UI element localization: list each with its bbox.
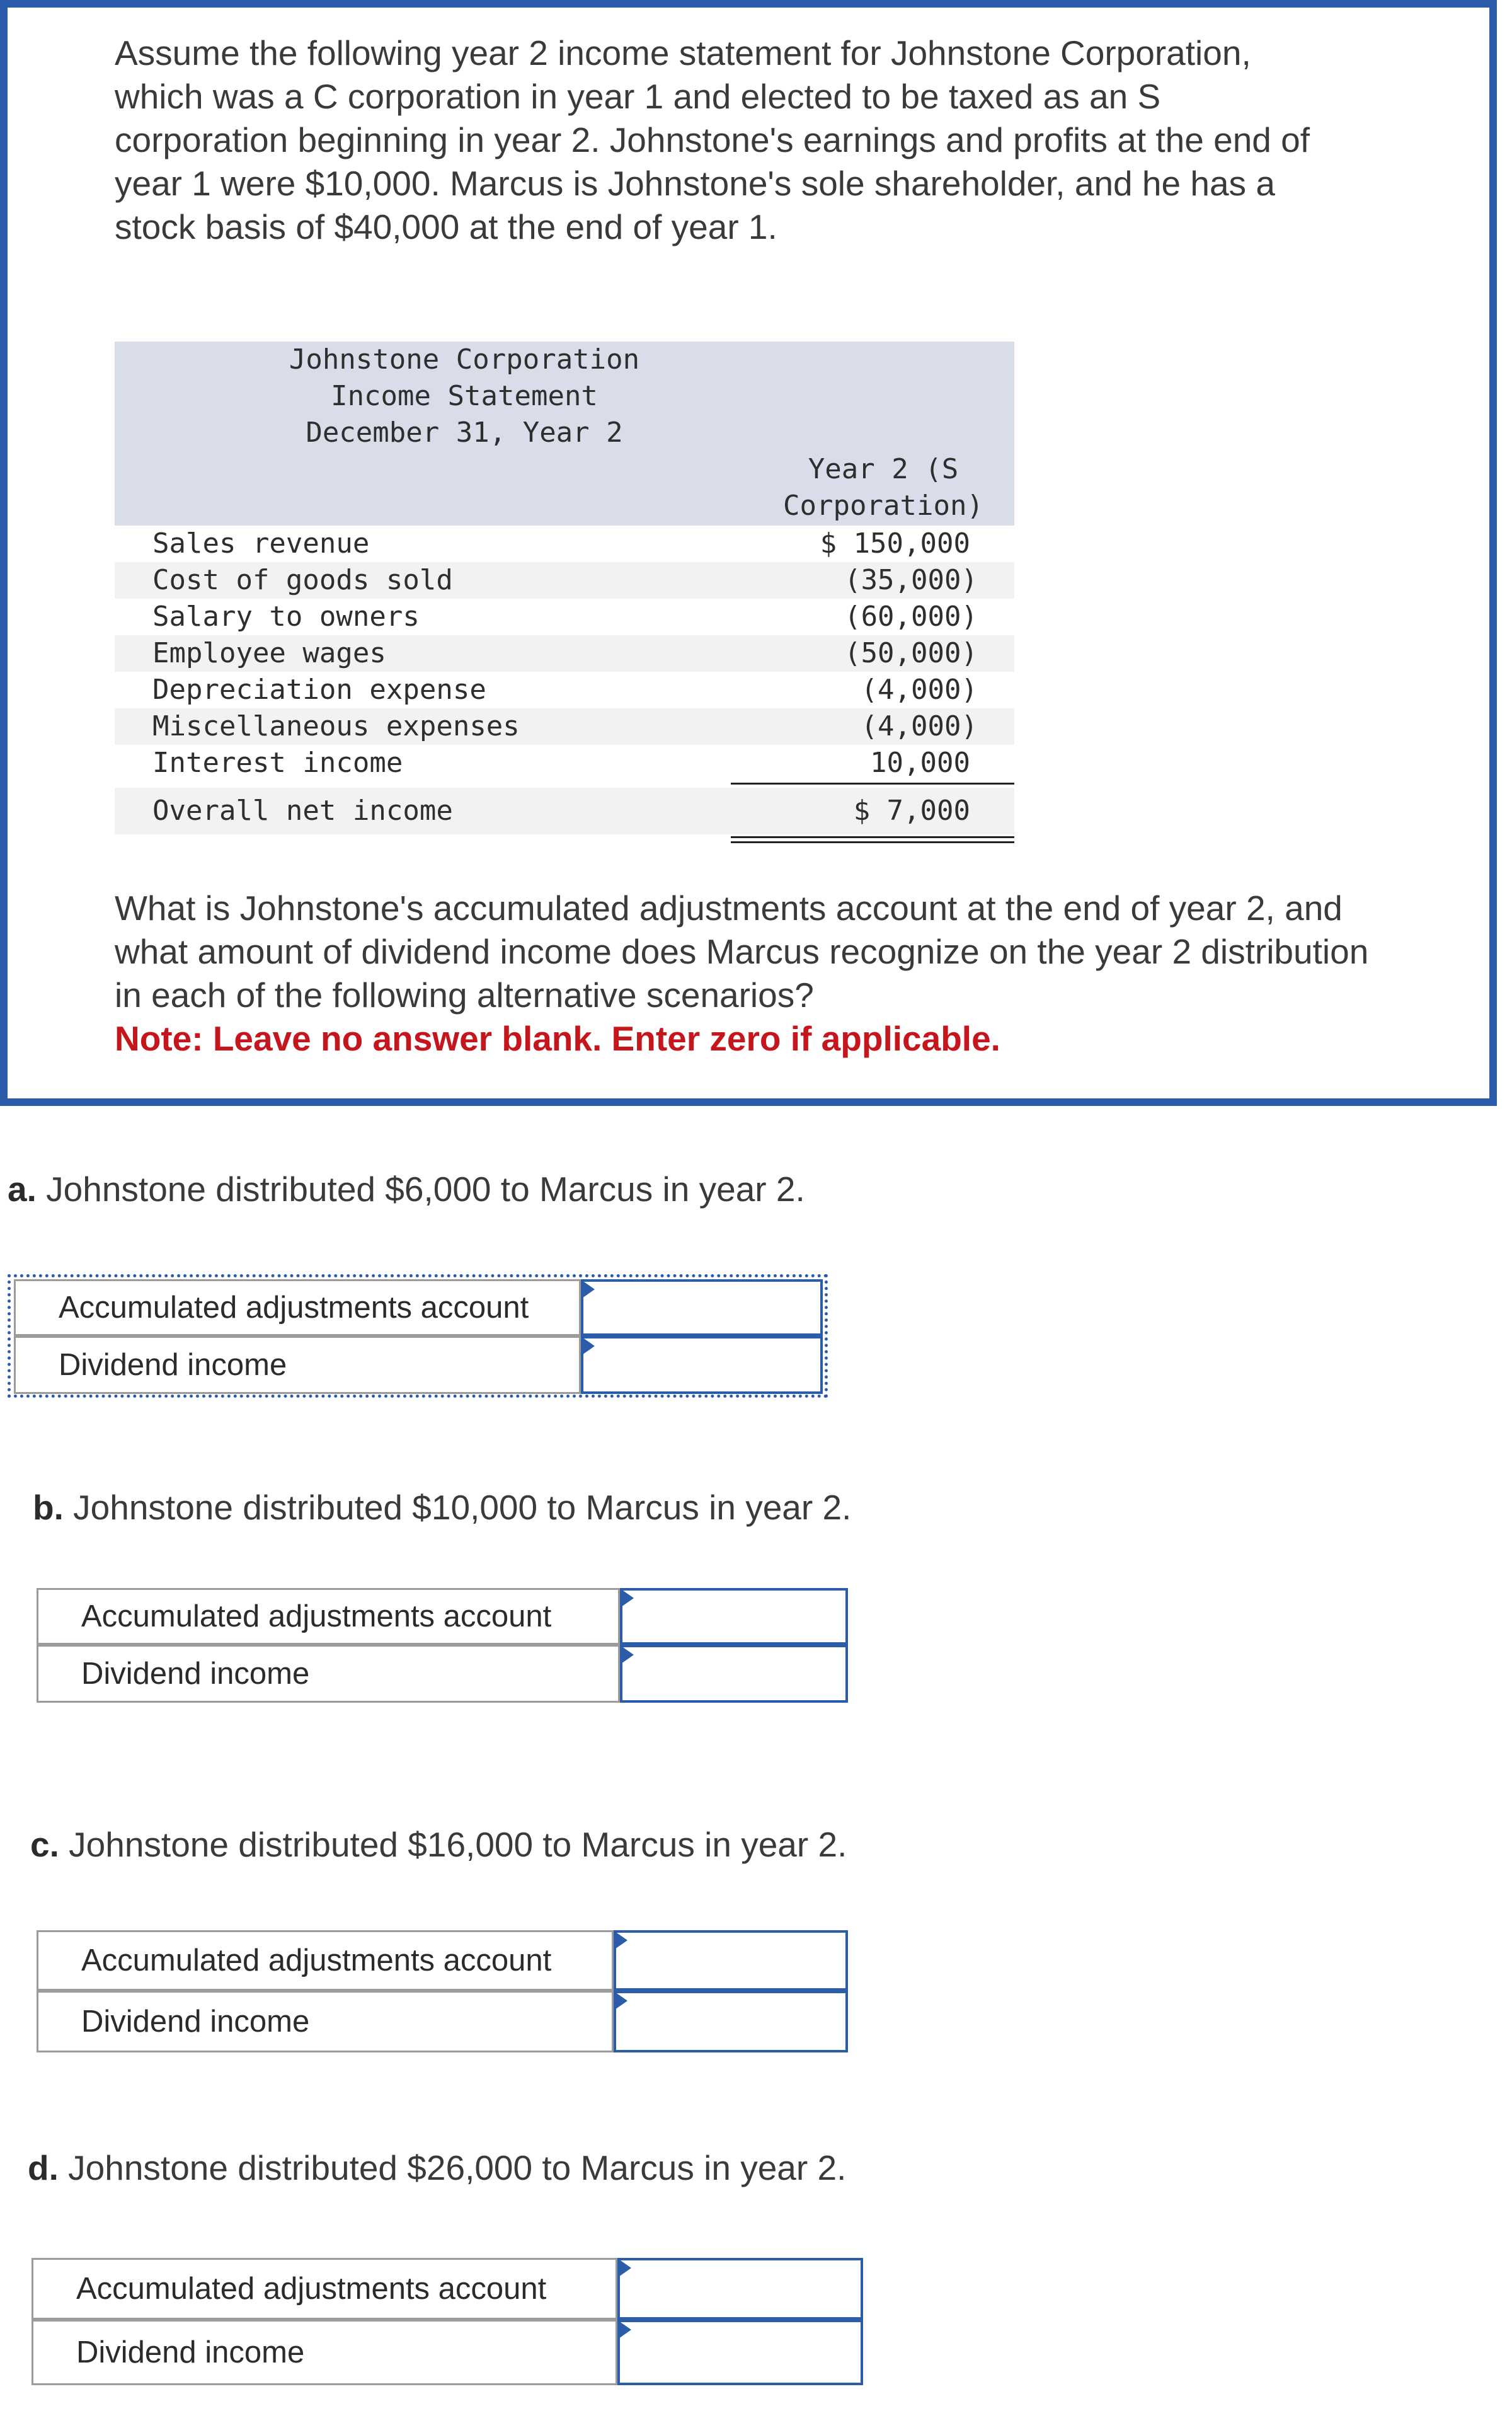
scenario-text: Johnstone distributed $6,000 to Marcus in year 2. [36,1170,805,1209]
statement-header [115,342,1014,526]
scenario-letter: d. [28,2148,59,2187]
row-value: (35,000) [844,564,978,596]
scenario-a-prompt [8,1169,805,1209]
note-text: Note: Leave no answer blank. Enter zero if applicable. [115,1019,1000,1058]
row-value: 10,000 [870,747,970,779]
scenario-text: Johnstone distributed $10,000 to Marcus in year 2. [63,1488,852,1527]
scenario-c-aaa-input[interactable] [616,1933,845,1988]
row-label: Sales revenue [152,527,370,560]
row-label: Employee wages [152,637,386,669]
row-value: $ 150,000 [820,527,970,560]
column-header-line2: Corporation) [783,490,983,522]
dividend-income-label: Dividend income [32,2320,617,2385]
row-label: Depreciation expense [152,674,486,706]
accumulated-adjustments-label: Accumulated adjustments account [37,1588,620,1645]
row-label: Interest income [152,747,403,779]
statement-title: Income Statement [331,380,598,412]
statement-company-name: Johnstone Corporation [289,343,640,376]
scenario-letter: c. [30,1825,59,1864]
input-flag-icon [615,1992,627,2010]
row-value: (50,000) [844,637,978,669]
scenario-letter: b. [33,1488,64,1527]
accumulated-adjustments-label: Accumulated adjustments account [14,1279,581,1336]
scenario-text: Johnstone distributed $16,000 to Marcus in year 2. [59,1825,847,1864]
total-label: Overall net income [152,795,453,827]
row-label: Salary to owners [152,601,420,633]
input-flag-icon [582,1337,595,1355]
row-label: Miscellaneous expenses [152,710,520,742]
input-flag-icon [621,1646,634,1664]
statement-total-row [115,788,1014,834]
scenario-c-dividend-input-cell[interactable] [614,1991,848,2052]
scenario-a-aaa-input-cell[interactable] [581,1279,823,1336]
scenario-a-dividend-input[interactable] [583,1338,820,1391]
dividend-income-label: Dividend income [37,1991,614,2052]
input-flag-icon [619,2259,631,2277]
scenario-b-dividend-input-cell[interactable] [620,1645,848,1703]
scenario-b-dividend-input[interactable] [622,1647,845,1700]
scenario-b-prompt [33,1487,851,1528]
input-flag-icon [615,1931,627,1949]
scenario-c-dividend-input[interactable] [616,1993,845,2050]
accumulated-adjustments-label: Accumulated adjustments account [32,2258,617,2320]
total-value: $ 7,000 [853,795,970,827]
scenario-b-aaa-input-cell[interactable] [620,1588,848,1645]
scenario-c-prompt [30,1824,847,1865]
intro-text: Assume the following year 2 income statement for Johnstone Corporation, which was a C corporation in year 1 and elected to be taxed as an S corporation beginning in year 2. Johnstone's earnings and profits at the end of year 1 were $10,000. Marcus is Johnstone's sole shareholder, and he has a stock basis of $40,000 at the end of year 1. [115,33,1310,246]
input-flag-icon [582,1281,595,1298]
column-header-line1: Year 2 (S [808,453,959,485]
statement-date: December 31, Year 2 [306,417,623,449]
statement-row [115,562,1014,599]
scenario-text: Johnstone distributed $26,000 to Marcus in year 2. [58,2148,847,2187]
scenario-d-dividend-input-cell[interactable] [617,2320,863,2385]
total-double-rule-bottom [731,841,1014,843]
input-flag-icon [619,2321,631,2339]
dividend-income-label: Dividend income [37,1645,620,1703]
row-label: Cost of goods sold [152,564,453,596]
statement-row [115,708,1014,745]
scenario-d-prompt [28,2148,846,2188]
accumulated-adjustments-label: Accumulated adjustments account [37,1930,614,1991]
scenario-letter: a. [8,1170,37,1209]
scenario-a-dividend-input-cell[interactable] [581,1336,823,1394]
input-flag-icon [621,1589,634,1607]
question-box [0,0,1497,1106]
income-statement-table [115,342,1014,843]
row-value: (4,000) [861,710,978,742]
statement-row [115,599,1014,635]
statement-row [115,745,1014,781]
dividend-income-label: Dividend income [14,1336,581,1394]
scenario-d-aaa-input-cell[interactable] [617,2258,863,2320]
scenario-d-aaa-input[interactable] [620,2260,861,2317]
scenario-d-dividend-input[interactable] [620,2322,861,2383]
row-value: (4,000) [861,674,978,706]
question-body: What is Johnstone's accumulated adjustments account at the end of year 2, and what amount of dividend income does Marcus recognize on the year 2 distribution in each of the following alternative scenarios? [115,889,1369,1015]
statement-row [115,526,1014,562]
total-double-rule-top [731,836,1014,838]
subtotal-rule [731,783,1014,785]
row-value: (60,000) [844,601,978,633]
scenario-c-aaa-input-cell[interactable] [614,1930,848,1991]
statement-row [115,635,1014,672]
scenario-b-aaa-input[interactable] [622,1591,845,1642]
statement-row [115,672,1014,708]
scenario-a-aaa-input[interactable] [583,1282,820,1333]
question-text [115,887,1375,1061]
